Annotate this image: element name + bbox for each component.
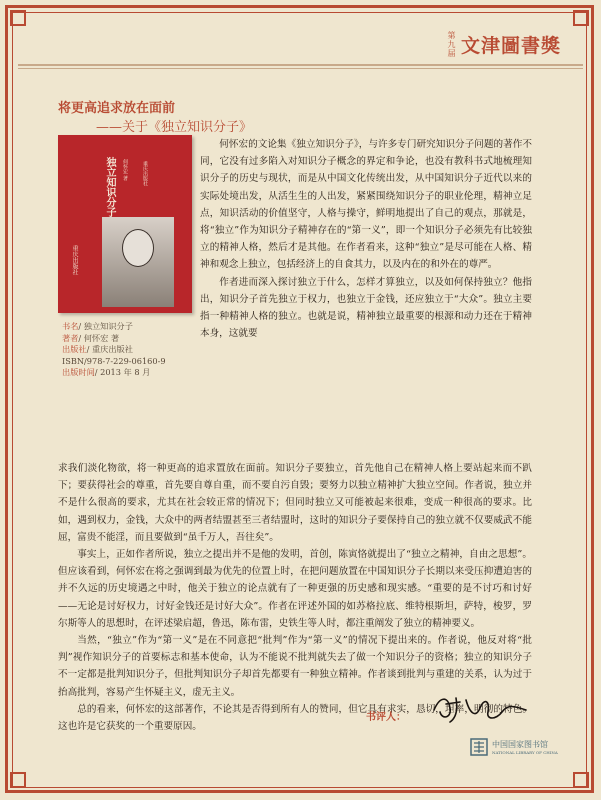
handwritten-signature xyxy=(430,690,530,726)
review-body-top xyxy=(200,136,532,342)
award-banner xyxy=(411,20,561,68)
cover-series: 重庆出版社 xyxy=(142,161,148,186)
book-info xyxy=(62,321,166,379)
library-emblem-icon xyxy=(470,738,488,756)
book-title-value: / 独立知识分子 xyxy=(78,321,133,331)
paragraph: 作者进而深入探讨独立于什么，怎样才算独立，以及如何保持独立？他指出，知识分子首先独立于权力，也独立于金钱，还应独立于“大众”。独立主要指一种精神人格的独立。也就是说，精神独立最重要的根源和动力还在于精神本身，这就要 xyxy=(200,276,532,340)
book-author-value: / 何怀宏 著 xyxy=(78,332,120,343)
reviewer-label: 书评人： xyxy=(366,712,406,723)
library-logo xyxy=(470,738,558,756)
book-isbn: ISBN/978-7-229-06160-9 xyxy=(62,355,166,366)
book-author-label: 著者 xyxy=(62,332,79,343)
book-publisher-label: 出版社 xyxy=(62,344,87,354)
book-cover xyxy=(58,135,192,313)
book-publisher-value: / 重庆出版社 xyxy=(86,344,133,354)
book-date-value: / 2013 年 8 月 xyxy=(94,367,151,377)
paragraph: 事实上，正如作者所说，独立之提出并不是他的发明，首创，陈寅恪就提出了“独立之精神，自由之思想”。但应该看到，何怀宏在将之强调到最为优先的位置上时，在把问题放置在中国知识分子长期以来受压抑遭迫害的并不久远的历史境遇之中时，他关于独立的论点就有了一种更强的历史感和现实感。“重要的是不讨巧和讨好——无论是讨好权力，讨好金钱还是讨好大众”。作者在评述外国的如苏格拉底、维特根斯坦，萨特，梭罗，罗尔斯等人的思想时，在评述梁启超，鲁迅，陈布雷，史铁生等人时，都注重阐发了独立的精神要义。 xyxy=(58,549,532,629)
book-date-label: 出版时间 xyxy=(62,367,95,377)
book-title-label: 书名 xyxy=(62,321,79,331)
award-brand: 文津圖書獎 xyxy=(460,34,561,57)
award-edition: 第九届 xyxy=(446,30,456,58)
banner-rule xyxy=(18,68,583,69)
portrait-head xyxy=(122,229,154,267)
paragraph: 求我们淡化物欲，将一种更高的追求置放在面前。知识分子要独立，首先他自己在精神人格上要站起来而不趴下；要获得社会的尊重，首先要自尊自重，而不要自污自毁；要努力以独立精神扩大独立空间。作者说，独立并不是什么很高的要求，尤其在社会较正常的情况下；但同时独立又可能被起来很难，变成一种很高的要求。比如，遇到权力，金钱，大众中的两者结盟甚至三者结盟时，这时的知识分子要保持自己的独立就不仅要威武不能屈，富贵不能淫，而且要做到“虽千万人，吾往矣”。 xyxy=(58,463,532,543)
paragraph: 总的看来，何怀宏的这部著作，不论其是否得到所有人的赞同，但它具有求实，恳切，坦率，明彻的特色。这也许是它获奖的一个重要原因。 xyxy=(58,703,532,733)
paragraph: 当然，“独立”作为“第一义”是在不同意把“批判”作为“第一义”的情况下提出来的。作者说，他反对将“批判”视作知识分子的首要标志和基本使命，认为不能说不批判就失去了做一个知识分子的资格；独立的知识分子不一定都是批判知识分子，但批判知识分子却首先都要有一种独立精神。作者谈到批判与重建的关系，认为过于抬高批判，容易产生怀疑主义，虚无主义。 xyxy=(58,635,532,698)
cover-title: 独立知识分子 xyxy=(104,157,115,217)
paragraph: 何怀宏的文论集《独立知识分子》，与许多专门研究知识分子问题的著作不同，它没有过多陷入对知识分子概念的界定和争论，也没有教科书式地梳理知识分子的历史与现状，而是从中国文化传统出发，从中国知识分子近代以来的实际处境出发，从活生生的人出发，紧紧围绕知识分子的职业伦理，精神立足点，知识活动的价值坚守，人格与操守，鲜明地提出了自己的观点，那就是，将“独立”作为知识分子精神存在的“第一义”，即一个知识分子必须先有比较独立的精神人格，然后才是其他。在作者看来，这种“独立”是尽可能在人格、精神和观念上独立，包括经济上的自食其力，以及内在的和外在的尊严。 xyxy=(200,139,532,271)
cover-author: 何怀宏 著 xyxy=(122,159,128,181)
review-subtitle: ——关于《独立知识分子》 xyxy=(96,120,253,135)
library-name-cn: 中国国家图书馆 xyxy=(492,740,548,749)
cover-publisher: 重庆出版社 xyxy=(71,245,78,275)
review-title: 将更高追求放在面前 xyxy=(58,101,176,116)
author-portrait xyxy=(102,217,174,307)
library-name-en: NATIONAL LIBRARY OF CHINA xyxy=(492,750,558,755)
